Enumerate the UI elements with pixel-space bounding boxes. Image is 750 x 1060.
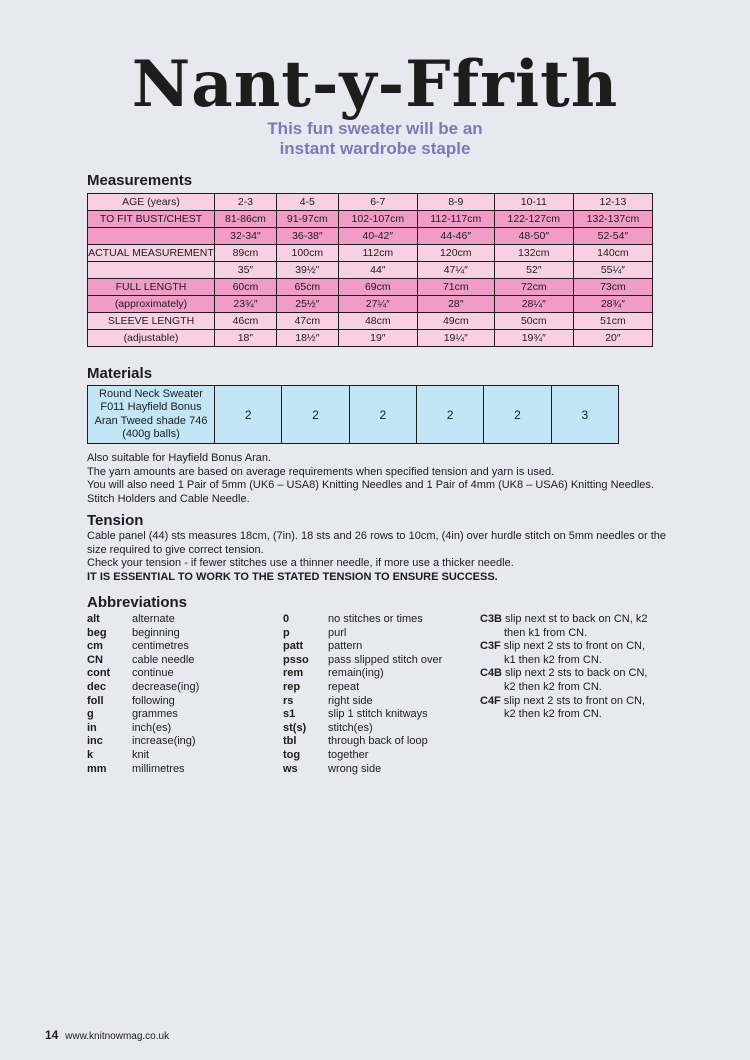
abbreviation-item (283, 654, 473, 668)
measurements-row (88, 211, 653, 228)
abbreviation-meaning: cable needle (132, 653, 195, 666)
abbreviation-meaning: slip next 2 sts to front on CN, (503, 640, 646, 653)
abbreviation-meaning: pass slipped stitch over (328, 653, 443, 666)
abbreviation-term: s1 (283, 708, 296, 721)
abbreviation-item (87, 763, 277, 777)
size-value-cell: 23¾″ (215, 296, 277, 313)
abbreviation-term: g (87, 708, 94, 721)
page-number: 14 (45, 1028, 59, 1042)
size-value-cell: 65cm (276, 279, 338, 296)
tension-emphasis: IT IS ESSENTIAL TO WORK TO THE STATED TENSION TO ENSURE SUCCESS. (87, 570, 498, 583)
row-label-cell: TO FIT BUST/CHEST (88, 211, 215, 228)
abbreviation-term: cont (87, 667, 111, 680)
size-value-cell: 73cm (573, 279, 652, 296)
abbreviation-term: rs (283, 694, 294, 707)
size-value-cell: 18" (215, 330, 277, 347)
size-value-cell: 112-117cm (417, 211, 494, 228)
abbreviation-term: patt (283, 640, 304, 653)
measurements-row (88, 194, 653, 211)
abbreviation-item (283, 708, 473, 722)
size-value-cell: 72cm (494, 279, 573, 296)
yarn-quantity-cell: 3 (551, 386, 618, 444)
size-value-cell: 48-50″ (494, 228, 573, 245)
abbreviation-term: foll (87, 694, 104, 707)
row-label-cell: (approximately) (88, 296, 215, 313)
abbreviation-item (87, 681, 277, 695)
abbreviation-meaning: stitch(es) (328, 721, 373, 734)
size-value-cell: 27¼″ (338, 296, 417, 313)
abbreviation-meaning-continued: k2 then k2 from CN. (504, 708, 602, 721)
subtitle-line: instant wardrobe staple (279, 139, 471, 158)
footer-website: www.knitnowmag.co.uk (65, 1031, 170, 1042)
tension-heading: Tension (87, 512, 144, 529)
size-value-cell: 132cm (494, 245, 573, 262)
abbreviation-meaning: through back of loop (328, 735, 428, 748)
abbreviation-meaning: centimetres (132, 640, 189, 653)
abbreviation-meaning-continued: k2 then k2 from CN. (504, 680, 602, 693)
measurements-row (88, 330, 653, 347)
materials-row (88, 386, 619, 444)
abbreviation-meaning: repeat (328, 680, 360, 693)
size-value-cell: 81-86cm (215, 211, 277, 228)
size-value-cell: 122-127cm (494, 211, 573, 228)
size-value-cell: 6-7 (338, 194, 417, 211)
abbreviation-item (87, 613, 277, 627)
abbreviation-item (87, 735, 277, 749)
materials-label-line: F011 Hayfield Bonus (100, 401, 202, 413)
abbreviation-term: 0 (283, 613, 290, 625)
size-value-cell: 49cm (417, 313, 494, 330)
materials-label-line: Aran Tweed shade 746 (94, 414, 208, 427)
abbreviation-meaning: following (132, 694, 175, 707)
tension-line: Cable panel (44) sts measures 18cm, (7in). 18 sts and 26 rows to 10cm, (4in) over hurdle stitch on 5mm needles or the size required to give correct tension. (87, 530, 666, 556)
size-value-cell: 120cm (417, 245, 494, 262)
abbreviation-meaning: pattern (328, 640, 363, 653)
abbreviation-term: cm (87, 640, 103, 653)
subtitle (0, 119, 750, 159)
measurements-row (88, 228, 653, 245)
abbreviation-term: st(s) (283, 721, 307, 734)
size-value-cell: 55¼″ (573, 262, 652, 279)
abbreviation-meaning: alternate (132, 613, 175, 625)
measurements-row (88, 313, 653, 330)
abbreviation-term: CN (87, 653, 103, 666)
abbreviation-item (283, 667, 473, 681)
size-value-cell: 28¾″ (573, 296, 652, 313)
abbreviation-meaning: inch(es) (132, 721, 172, 734)
row-label-cell (88, 228, 215, 245)
materials-table (87, 385, 619, 444)
measurements-row (88, 262, 653, 279)
abbreviation-term: alt (87, 613, 100, 625)
abbreviation-term: inc (87, 735, 103, 748)
size-value-cell: 28″ (417, 296, 494, 313)
materials-label-line: Round Neck Sweater (99, 387, 203, 400)
yarn-quantity-cell: 2 (215, 386, 282, 444)
abbreviation-item (87, 640, 277, 654)
abbreviation-item (283, 695, 473, 709)
size-value-cell: 12-13 (573, 194, 652, 211)
yarn-quantity-cell: 2 (484, 386, 551, 444)
abbreviation-meaning-continued: then k1 from CN. (504, 626, 588, 639)
abbreviation-meaning: slip 1 stitch knitways (328, 708, 428, 721)
abbreviation-meaning: slip next 2 sts to front on CN, (503, 694, 646, 707)
abbreviation-term: psso (283, 653, 309, 666)
abbreviation-term: rep (283, 680, 301, 693)
row-label-cell: ACTUAL MEASUREMENT (88, 245, 215, 262)
yarn-quantity-cell: 2 (349, 386, 416, 444)
subtitle-line: This fun sweater will be an (267, 119, 483, 138)
page-title: Nant-y-Ffrith (131, 47, 619, 122)
abbreviation-item (87, 695, 277, 709)
size-value-cell: 19″ (338, 330, 417, 347)
row-label-cell: SLEEVE LENGTH (88, 313, 215, 330)
measurements-row (88, 245, 653, 262)
size-value-cell: 46cm (215, 313, 277, 330)
abbreviation-term: C4F (480, 694, 501, 707)
size-value-cell: 51cm (573, 313, 652, 330)
abbreviation-term: C3B (480, 613, 503, 625)
tension-line: Check your tension - if fewer stitches use a thinner needle, if more use a thicker needle. (87, 557, 514, 570)
abbreviation-term: tog (283, 748, 301, 761)
size-value-cell: 47cm (276, 313, 338, 330)
abbreviation-term: mm (87, 762, 107, 775)
abbreviation-meaning: knit (132, 748, 150, 761)
size-value-cell: 35″ (215, 262, 277, 279)
size-value-cell: 19¼″ (417, 330, 494, 347)
abbreviation-term: C3F (480, 640, 501, 653)
size-value-cell: 100cm (276, 245, 338, 262)
abbreviation-item (283, 640, 473, 654)
abbreviation-term: tbl (283, 735, 297, 748)
abbreviation-term: k (87, 748, 94, 761)
yarn-quantity-cell: 2 (282, 386, 349, 444)
abbreviation-item (283, 627, 473, 641)
abbreviations-column-2 (283, 613, 473, 776)
measurements-row (88, 279, 653, 296)
size-value-cell: 32-34" (215, 228, 277, 245)
size-value-cell: 69cm (338, 279, 417, 296)
abbreviation-item (283, 722, 473, 736)
abbreviation-item (283, 749, 473, 763)
materials-heading: Materials (87, 365, 153, 382)
abbreviation-meaning: right side (328, 694, 373, 707)
row-label-cell: AGE (years) (88, 194, 215, 211)
abbreviation-meaning: slip next st to back on CN, k2 (505, 613, 648, 625)
footer (45, 1028, 169, 1042)
materials-label-line: (400g balls) (122, 428, 180, 440)
note-line: Also suitable for Hayfield Bonus Aran. (87, 452, 272, 464)
size-value-cell: 71cm (417, 279, 494, 296)
tension-text (87, 530, 667, 584)
note-line: The yarn amounts are based on average requirements when specified tension and yarn is used. (87, 465, 555, 478)
materials-label (88, 386, 215, 444)
abbreviation-meaning: decrease(ing) (132, 680, 200, 693)
size-value-cell: 89cm (215, 245, 277, 262)
size-value-cell: 28¼″ (494, 296, 573, 313)
abbreviation-item (87, 667, 277, 681)
size-value-cell: 112cm (338, 245, 417, 262)
measurements-heading: Measurements (87, 172, 193, 189)
abbreviation-item (87, 708, 277, 722)
size-value-cell: 20″ (573, 330, 652, 347)
abbreviation-term: dec (87, 680, 106, 693)
size-value-cell: 19¾″ (494, 330, 573, 347)
size-value-cell: 48cm (338, 313, 417, 330)
abbreviation-meaning: together (328, 748, 369, 761)
abbreviation-item (283, 613, 473, 627)
size-value-cell: 52-54″ (573, 228, 652, 245)
abbreviation-item (283, 735, 473, 749)
row-label-cell: FULL LENGTH (88, 279, 215, 296)
size-value-cell: 102-107cm (338, 211, 417, 228)
size-value-cell: 47¼″ (417, 262, 494, 279)
abbreviation-meaning: beginning (132, 626, 180, 639)
abbreviation-meaning: slip next 2 sts to back on CN, (505, 667, 648, 680)
abbreviation-term: C4B (480, 667, 503, 680)
abbreviation-term: in (87, 721, 97, 734)
size-value-cell: 44-46″ (417, 228, 494, 245)
abbreviation-item (283, 681, 473, 695)
measurements-row (88, 296, 653, 313)
abbreviation-item (480, 613, 670, 640)
size-value-cell: 52″ (494, 262, 573, 279)
abbreviation-item (87, 627, 277, 641)
materials-notes (87, 452, 667, 506)
abbreviation-meaning-continued: k1 then k2 from CN. (504, 653, 602, 666)
abbreviation-item (87, 654, 277, 668)
abbreviations-column-3 (480, 613, 670, 722)
row-label-cell: (adjustable) (88, 330, 215, 347)
abbreviation-meaning: millimetres (132, 762, 185, 775)
size-value-cell: 10-11 (494, 194, 573, 211)
size-value-cell: 50cm (494, 313, 573, 330)
abbreviation-item (283, 763, 473, 777)
abbreviation-meaning: wrong side (328, 762, 382, 775)
abbreviation-meaning: grammes (132, 708, 178, 721)
size-value-cell: 2-3 (215, 194, 277, 211)
abbreviation-term: p (283, 626, 290, 639)
size-value-cell: 8-9 (417, 194, 494, 211)
abbreviation-term: ws (283, 762, 298, 775)
note-line: You will also need 1 Pair of 5mm (UK6 – USA8) Knitting Needles and 1 Pair of 4mm (UK8 – USA6) Knitting Needles. Stitch Holders and Cable Needle. (87, 479, 654, 505)
abbreviations-heading: Abbreviations (87, 594, 188, 611)
abbreviation-meaning: remain(ing) (328, 667, 384, 680)
abbreviation-item (480, 640, 670, 667)
abbreviation-term: beg (87, 626, 107, 639)
abbreviation-meaning: continue (132, 667, 174, 680)
size-value-cell: 91-97cm (276, 211, 338, 228)
size-value-cell: 25½″ (276, 296, 338, 313)
size-value-cell: 132-137cm (573, 211, 652, 228)
abbreviation-item (87, 722, 277, 736)
size-value-cell: 4-5 (276, 194, 338, 211)
row-label-cell (88, 262, 215, 279)
size-value-cell: 40-42″ (338, 228, 417, 245)
size-value-cell: 140cm (573, 245, 652, 262)
abbreviation-meaning: increase(ing) (132, 735, 196, 748)
abbreviation-term: rem (283, 667, 304, 680)
measurements-table (87, 193, 653, 347)
size-value-cell: 44″ (338, 262, 417, 279)
abbreviation-item (480, 667, 670, 694)
yarn-quantity-cell: 2 (416, 386, 483, 444)
abbreviation-item (480, 695, 670, 722)
abbreviations-column-1 (87, 613, 277, 776)
size-value-cell: 36-38″ (276, 228, 338, 245)
size-value-cell: 18½″ (276, 330, 338, 347)
abbreviation-item (87, 749, 277, 763)
size-value-cell: 60cm (215, 279, 277, 296)
abbreviation-meaning: purl (328, 626, 347, 639)
abbreviation-meaning: no stitches or times (328, 613, 423, 625)
size-value-cell: 39½" (276, 262, 338, 279)
